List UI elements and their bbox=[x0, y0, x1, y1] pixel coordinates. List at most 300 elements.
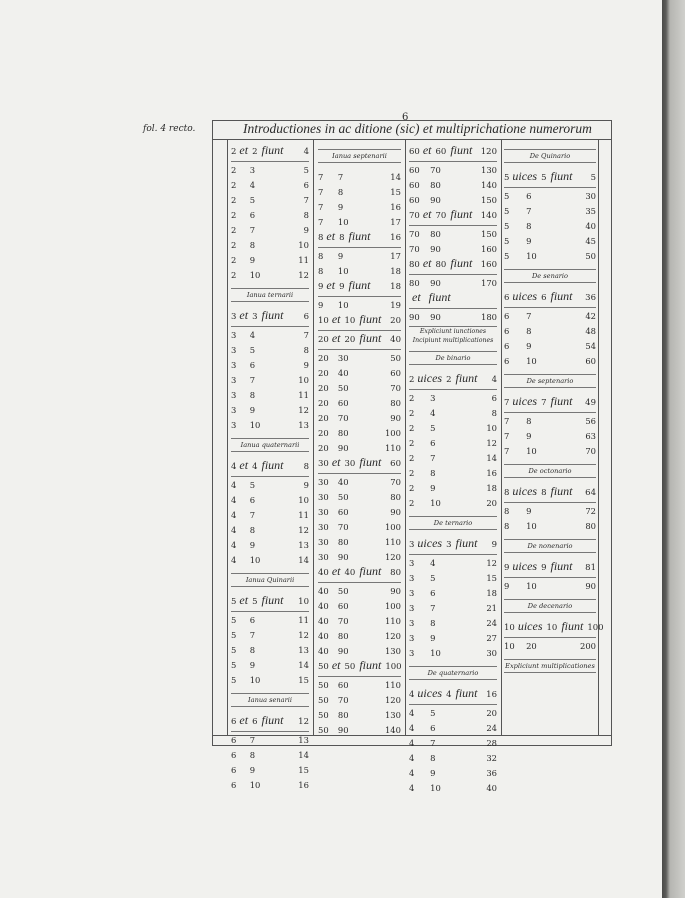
operand: 3 bbox=[409, 540, 415, 550]
table-cell: 3 bbox=[231, 329, 237, 340]
table-cell: 4 bbox=[231, 554, 237, 565]
table-cell: 60 bbox=[409, 164, 420, 175]
operator-word: uices bbox=[417, 371, 443, 385]
table-row bbox=[231, 222, 309, 237]
table-cell: 4 bbox=[430, 407, 436, 418]
table-cell: 7 bbox=[303, 194, 309, 205]
operator-word: uices bbox=[512, 394, 538, 408]
table-cell: 6 bbox=[303, 179, 309, 190]
table-cell: 20 bbox=[486, 497, 497, 508]
table-row bbox=[409, 765, 497, 780]
table-cell: 110 bbox=[384, 679, 401, 690]
table-cell: 2 bbox=[409, 482, 415, 493]
operand: 3 bbox=[446, 540, 452, 550]
table-column-3 bbox=[409, 140, 497, 793]
table-row bbox=[318, 504, 401, 519]
operand: 60 bbox=[409, 147, 420, 157]
table-cell: 4 bbox=[430, 557, 436, 568]
table-cell: 6 bbox=[491, 392, 497, 403]
table-cell: 8 bbox=[491, 407, 497, 418]
operator-word: et bbox=[422, 256, 432, 270]
table-cell: 2 bbox=[231, 224, 237, 235]
table-cell: 7 bbox=[249, 224, 256, 235]
table-cell: 70 bbox=[337, 694, 349, 705]
table-cell: 6 bbox=[504, 310, 510, 321]
table-cell: 12 bbox=[298, 629, 309, 640]
table-cell: 3 bbox=[409, 587, 415, 598]
table-row bbox=[231, 507, 309, 522]
table-row bbox=[318, 350, 401, 365]
table-cell: 5 bbox=[504, 220, 510, 231]
table-cell: 17 bbox=[390, 216, 401, 227]
table-cell: 8 bbox=[249, 389, 256, 400]
table-row bbox=[409, 750, 497, 765]
result: 16 bbox=[390, 233, 401, 243]
result: 20 bbox=[390, 316, 401, 326]
operator-word: et bbox=[412, 290, 421, 304]
operand: 10 bbox=[504, 623, 515, 633]
table-cell: 60 bbox=[337, 506, 349, 517]
table-cell: 7 bbox=[249, 374, 256, 385]
table-cell: 56 bbox=[585, 415, 596, 426]
table-row bbox=[318, 440, 401, 455]
result: 81 bbox=[585, 563, 596, 573]
note-line: Incipiunt multiplicationes bbox=[412, 337, 494, 344]
operator-word: et bbox=[239, 458, 249, 472]
operand: 9 bbox=[318, 282, 324, 292]
table-row bbox=[318, 643, 401, 658]
table-cell: 5 bbox=[504, 205, 510, 216]
formula-header bbox=[231, 308, 309, 327]
fiunt-word: fiunt bbox=[428, 290, 451, 304]
table-row bbox=[318, 692, 401, 707]
section-heading: De octonario bbox=[504, 464, 596, 478]
table-cell: 5 bbox=[231, 614, 237, 625]
operand: 2 bbox=[446, 375, 452, 385]
table-cell: 2 bbox=[231, 269, 237, 280]
table-row bbox=[504, 428, 596, 443]
table-row bbox=[318, 199, 401, 214]
table-cell: 7 bbox=[249, 509, 256, 520]
table-row bbox=[504, 338, 596, 353]
table-row bbox=[231, 402, 309, 417]
table-row bbox=[318, 534, 401, 549]
table-cell: 3 bbox=[231, 389, 237, 400]
table-cell: 9 bbox=[249, 539, 256, 550]
table-cell: 80 bbox=[337, 427, 349, 438]
table-cell: 3 bbox=[249, 164, 256, 175]
table-cell: 60 bbox=[337, 679, 349, 690]
fiunt-word: fiunt bbox=[550, 289, 573, 303]
section-heading: De ternario bbox=[409, 516, 497, 530]
table-cell: 4 bbox=[409, 722, 415, 733]
section-heading: De Quinario bbox=[504, 149, 596, 163]
formula-header bbox=[504, 619, 604, 638]
table-cell: 27 bbox=[486, 632, 497, 643]
table-row bbox=[318, 598, 401, 613]
table-row bbox=[504, 503, 596, 518]
operand: 6 bbox=[541, 293, 547, 303]
fiunt-word: fiunt bbox=[455, 536, 478, 550]
table-row bbox=[318, 248, 401, 263]
table-cell: 6 bbox=[249, 209, 256, 220]
table-cell: 32 bbox=[486, 752, 497, 763]
column-divider bbox=[405, 140, 406, 735]
table-row bbox=[504, 518, 596, 533]
operand: 10 bbox=[318, 316, 329, 326]
fiunt-word: fiunt bbox=[261, 458, 284, 472]
table-cell: 30 bbox=[318, 476, 329, 487]
table-cell: 130 bbox=[384, 645, 401, 656]
table-cell: 70 bbox=[337, 521, 349, 532]
table-cell: 8 bbox=[318, 250, 324, 261]
table-cell: 10 bbox=[526, 580, 537, 591]
table-cell: 8 bbox=[430, 467, 436, 478]
table-cell: 60 bbox=[337, 600, 349, 611]
fiunt-word: fiunt bbox=[450, 143, 473, 157]
operand: 8 bbox=[504, 488, 510, 498]
table-row bbox=[231, 162, 309, 177]
table-cell: 90 bbox=[337, 442, 349, 453]
table-cell: 63 bbox=[585, 430, 596, 441]
fiunt-word: fiunt bbox=[450, 207, 473, 221]
table-row bbox=[318, 395, 401, 410]
table-cell: 2 bbox=[231, 179, 237, 190]
table-row bbox=[318, 519, 401, 534]
result: 40 bbox=[390, 335, 401, 345]
table-cell: 20 bbox=[318, 352, 329, 363]
table-cell: 3 bbox=[409, 572, 415, 583]
table-cell: 8 bbox=[504, 505, 510, 516]
page-number: 6 bbox=[402, 112, 409, 123]
table-cell: 5 bbox=[249, 344, 256, 355]
formula-header bbox=[318, 278, 401, 297]
table-cell: 90 bbox=[390, 585, 401, 596]
table-cell: 130 bbox=[480, 164, 497, 175]
operator-word: et bbox=[331, 312, 341, 326]
operand: 7 bbox=[541, 398, 547, 408]
table-cell: 7 bbox=[504, 445, 510, 456]
result: 160 bbox=[480, 260, 497, 270]
operand: 20 bbox=[318, 335, 329, 345]
operand: 10 bbox=[546, 623, 558, 633]
table-cell: 14 bbox=[390, 171, 401, 182]
table-cell: 2 bbox=[409, 467, 415, 478]
formula-header bbox=[504, 394, 596, 413]
formula-header bbox=[409, 143, 497, 162]
table-cell: 10 bbox=[526, 445, 537, 456]
table-row bbox=[318, 380, 401, 395]
table-cell: 20 bbox=[318, 367, 329, 378]
formula-header bbox=[504, 289, 596, 308]
table-cell: 7 bbox=[504, 415, 510, 426]
table-cell: 4 bbox=[409, 737, 415, 748]
table-row bbox=[504, 443, 596, 458]
note-line: Expliciunt iunctiones bbox=[419, 328, 487, 335]
table-row bbox=[504, 233, 596, 248]
table-cell: 110 bbox=[384, 536, 401, 547]
table-cell: 6 bbox=[249, 494, 256, 505]
operand: 3 bbox=[231, 312, 237, 322]
table-cell: 6 bbox=[526, 190, 532, 201]
table-row bbox=[409, 615, 497, 630]
fiunt-word: fiunt bbox=[550, 559, 573, 573]
table-cell: 3 bbox=[409, 617, 415, 628]
table-cell: 40 bbox=[318, 585, 329, 596]
table-row bbox=[318, 169, 401, 184]
table-cell: 9 bbox=[337, 201, 344, 212]
table-row bbox=[409, 226, 497, 241]
table-cell: 6 bbox=[231, 734, 237, 745]
table-row bbox=[318, 583, 401, 598]
operand: 50 bbox=[318, 662, 329, 672]
table-cell: 11 bbox=[298, 389, 309, 400]
table-cell: 8 bbox=[249, 749, 256, 760]
table-cell: 7 bbox=[249, 629, 256, 640]
table-row bbox=[409, 570, 497, 585]
table-cell: 110 bbox=[384, 615, 401, 626]
table-cell: 4 bbox=[249, 179, 256, 190]
table-cell: 10 bbox=[298, 239, 309, 250]
table-cell: 7 bbox=[303, 329, 309, 340]
table-column-1 bbox=[231, 140, 309, 790]
table-cell: 150 bbox=[480, 194, 497, 205]
result: 100 bbox=[587, 623, 604, 633]
operator-word: et bbox=[331, 331, 341, 345]
table-cell: 9 bbox=[249, 254, 256, 265]
table-cell: 9 bbox=[303, 479, 309, 490]
table-row bbox=[318, 214, 401, 229]
result: 49 bbox=[585, 398, 596, 408]
operand: 5 bbox=[541, 173, 547, 183]
table-cell: 8 bbox=[303, 209, 309, 220]
table-cell: 5 bbox=[231, 674, 237, 685]
formula-header bbox=[318, 658, 401, 677]
table-cell: 4 bbox=[231, 524, 237, 535]
table-cell: 140 bbox=[384, 724, 401, 735]
table-cell: 72 bbox=[585, 505, 596, 516]
operand: 4 bbox=[252, 462, 258, 472]
formula-header bbox=[409, 207, 497, 226]
operator-word: et bbox=[326, 229, 336, 243]
table-cell: 9 bbox=[526, 340, 532, 351]
table-cell: 3 bbox=[231, 404, 237, 415]
table-cell: 8 bbox=[504, 520, 510, 531]
operator-word: uices bbox=[517, 619, 543, 633]
table-cell: 30 bbox=[486, 647, 497, 658]
section-heading: Ianua ternarii bbox=[231, 288, 309, 302]
table-cell: 8 bbox=[526, 415, 532, 426]
operator-word: et bbox=[422, 207, 432, 221]
table-cell: 40 bbox=[318, 645, 329, 656]
table-cell: 10 bbox=[249, 269, 261, 280]
fiunt-word: fiunt bbox=[550, 394, 573, 408]
table-row bbox=[231, 207, 309, 222]
table-cell: 4 bbox=[231, 494, 237, 505]
table-cell: 80 bbox=[390, 491, 401, 502]
operand: 4 bbox=[231, 462, 237, 472]
table-cell: 9 bbox=[430, 632, 436, 643]
table-row bbox=[231, 342, 309, 357]
section-heading: Expliciunt multiplicationes bbox=[504, 659, 596, 673]
operator-word: uices bbox=[417, 536, 443, 550]
table-cell: 54 bbox=[585, 340, 596, 351]
table-cell: 8 bbox=[249, 524, 256, 535]
book-gutter bbox=[662, 0, 685, 898]
formula-header bbox=[318, 455, 401, 474]
table-row bbox=[504, 188, 596, 203]
table-cell: 6 bbox=[231, 764, 237, 775]
operand: 3 bbox=[252, 312, 258, 322]
section-heading: Ianua septenarii bbox=[318, 149, 401, 163]
section-heading: De septenario bbox=[504, 374, 596, 388]
result: 8 bbox=[303, 462, 309, 472]
table-cell: 5 bbox=[504, 190, 510, 201]
table-cell: 60 bbox=[409, 194, 420, 205]
operand: 50 bbox=[344, 662, 356, 672]
table-row bbox=[231, 237, 309, 252]
table-cell: 28 bbox=[486, 737, 497, 748]
fiunt-word: fiunt bbox=[550, 169, 573, 183]
operand: 7 bbox=[504, 398, 510, 408]
table-cell: 24 bbox=[486, 722, 497, 733]
table-row bbox=[409, 705, 497, 720]
table-row bbox=[409, 309, 497, 324]
table-row bbox=[318, 425, 401, 440]
table-cell: 150 bbox=[480, 228, 497, 239]
table-row bbox=[231, 372, 309, 387]
operand: 6 bbox=[252, 717, 258, 727]
table-cell: 90 bbox=[390, 506, 401, 517]
table-row bbox=[504, 218, 596, 233]
table-row bbox=[409, 162, 497, 177]
table-cell: 5 bbox=[504, 235, 510, 246]
table-cell: 5 bbox=[231, 644, 237, 655]
table-cell: 120 bbox=[384, 694, 401, 705]
table-cell: 30 bbox=[318, 521, 329, 532]
result: 80 bbox=[390, 568, 401, 578]
table-row bbox=[318, 263, 401, 278]
table-row bbox=[504, 203, 596, 218]
table-cell: 7 bbox=[430, 452, 436, 463]
operand: 9 bbox=[339, 282, 345, 292]
table-cell: 80 bbox=[430, 179, 441, 190]
table-cell: 10 bbox=[486, 422, 497, 433]
table-cell: 15 bbox=[298, 674, 309, 685]
table-cell: 4 bbox=[409, 752, 415, 763]
formula-header bbox=[409, 536, 497, 555]
table-cell: 10 bbox=[430, 647, 441, 658]
table-row bbox=[318, 707, 401, 722]
operator-word: et bbox=[331, 455, 341, 469]
result: 140 bbox=[480, 211, 497, 221]
column-divider bbox=[313, 140, 314, 735]
table-cell: 14 bbox=[298, 554, 309, 565]
table-cell: 2 bbox=[231, 194, 237, 205]
operator-word: uices bbox=[512, 289, 538, 303]
table-cell: 4 bbox=[231, 539, 237, 550]
table-cell: 11 bbox=[298, 614, 309, 625]
table-row bbox=[231, 357, 309, 372]
table-row bbox=[231, 522, 309, 537]
operator-word: et bbox=[239, 593, 249, 607]
table-cell: 12 bbox=[298, 524, 309, 535]
section-heading: De decenario bbox=[504, 599, 596, 613]
table-cell: 2 bbox=[409, 437, 415, 448]
table-cell: 9 bbox=[249, 404, 256, 415]
formula-header bbox=[231, 458, 309, 477]
table-cell: 10 bbox=[298, 494, 309, 505]
operator-word: et bbox=[422, 143, 432, 157]
table-cell: 8 bbox=[249, 239, 256, 250]
table-cell: 50 bbox=[337, 382, 349, 393]
table-cell: 40 bbox=[318, 630, 329, 641]
table-cell: 40 bbox=[585, 220, 596, 231]
table-cell: 8 bbox=[337, 186, 344, 197]
table-cell: 9 bbox=[526, 235, 532, 246]
table-cell: 6 bbox=[430, 722, 436, 733]
table-cell: 5 bbox=[249, 479, 256, 490]
table-cell: 3 bbox=[409, 557, 415, 568]
section-heading: Ianua senarii bbox=[231, 693, 309, 707]
table-cell: 11 bbox=[298, 509, 309, 520]
result: 12 bbox=[298, 717, 309, 727]
table-cell: 170 bbox=[480, 277, 497, 288]
folio-note: fol. 4 recto. bbox=[143, 124, 196, 134]
operator-word: et bbox=[331, 658, 341, 672]
table-cell: 50 bbox=[318, 694, 329, 705]
operand: 2 bbox=[231, 147, 237, 157]
fiunt-word: fiunt bbox=[359, 331, 382, 345]
table-row bbox=[231, 732, 309, 747]
table-cell: 90 bbox=[585, 580, 596, 591]
section-heading: De nonenario bbox=[504, 539, 596, 553]
table-cell: 9 bbox=[430, 482, 436, 493]
table-row bbox=[409, 495, 497, 510]
table-row bbox=[231, 327, 309, 342]
result: 36 bbox=[585, 293, 596, 303]
table-row bbox=[409, 241, 497, 256]
table-row bbox=[318, 613, 401, 628]
table-row bbox=[409, 420, 497, 435]
table-row bbox=[231, 747, 309, 762]
table-row bbox=[231, 762, 309, 777]
table-cell: 8 bbox=[249, 644, 256, 655]
table-cell: 90 bbox=[430, 277, 441, 288]
fiunt-word: fiunt bbox=[359, 564, 382, 578]
table-cell: 9 bbox=[430, 767, 436, 778]
table-cell: 50 bbox=[390, 352, 401, 363]
table-cell: 9 bbox=[303, 224, 309, 235]
table-cell: 7 bbox=[526, 205, 532, 216]
table-cell: 40 bbox=[318, 615, 329, 626]
table-cell: 100 bbox=[384, 521, 401, 532]
table-cell: 6 bbox=[430, 437, 436, 448]
table-cell: 5 bbox=[231, 659, 237, 670]
table-cell: 10 bbox=[298, 374, 309, 385]
formula-header bbox=[231, 143, 309, 162]
table-row bbox=[231, 642, 309, 657]
table-cell: 2 bbox=[409, 407, 415, 418]
table-cell: 45 bbox=[585, 235, 596, 246]
table-cell: 60 bbox=[585, 355, 596, 366]
table-cell: 17 bbox=[390, 250, 401, 261]
table-cell: 13 bbox=[298, 419, 309, 430]
fiunt-word: fiunt bbox=[261, 143, 284, 157]
table-cell: 6 bbox=[504, 355, 510, 366]
table-cell: 14 bbox=[486, 452, 497, 463]
table-cell: 7 bbox=[318, 171, 324, 182]
